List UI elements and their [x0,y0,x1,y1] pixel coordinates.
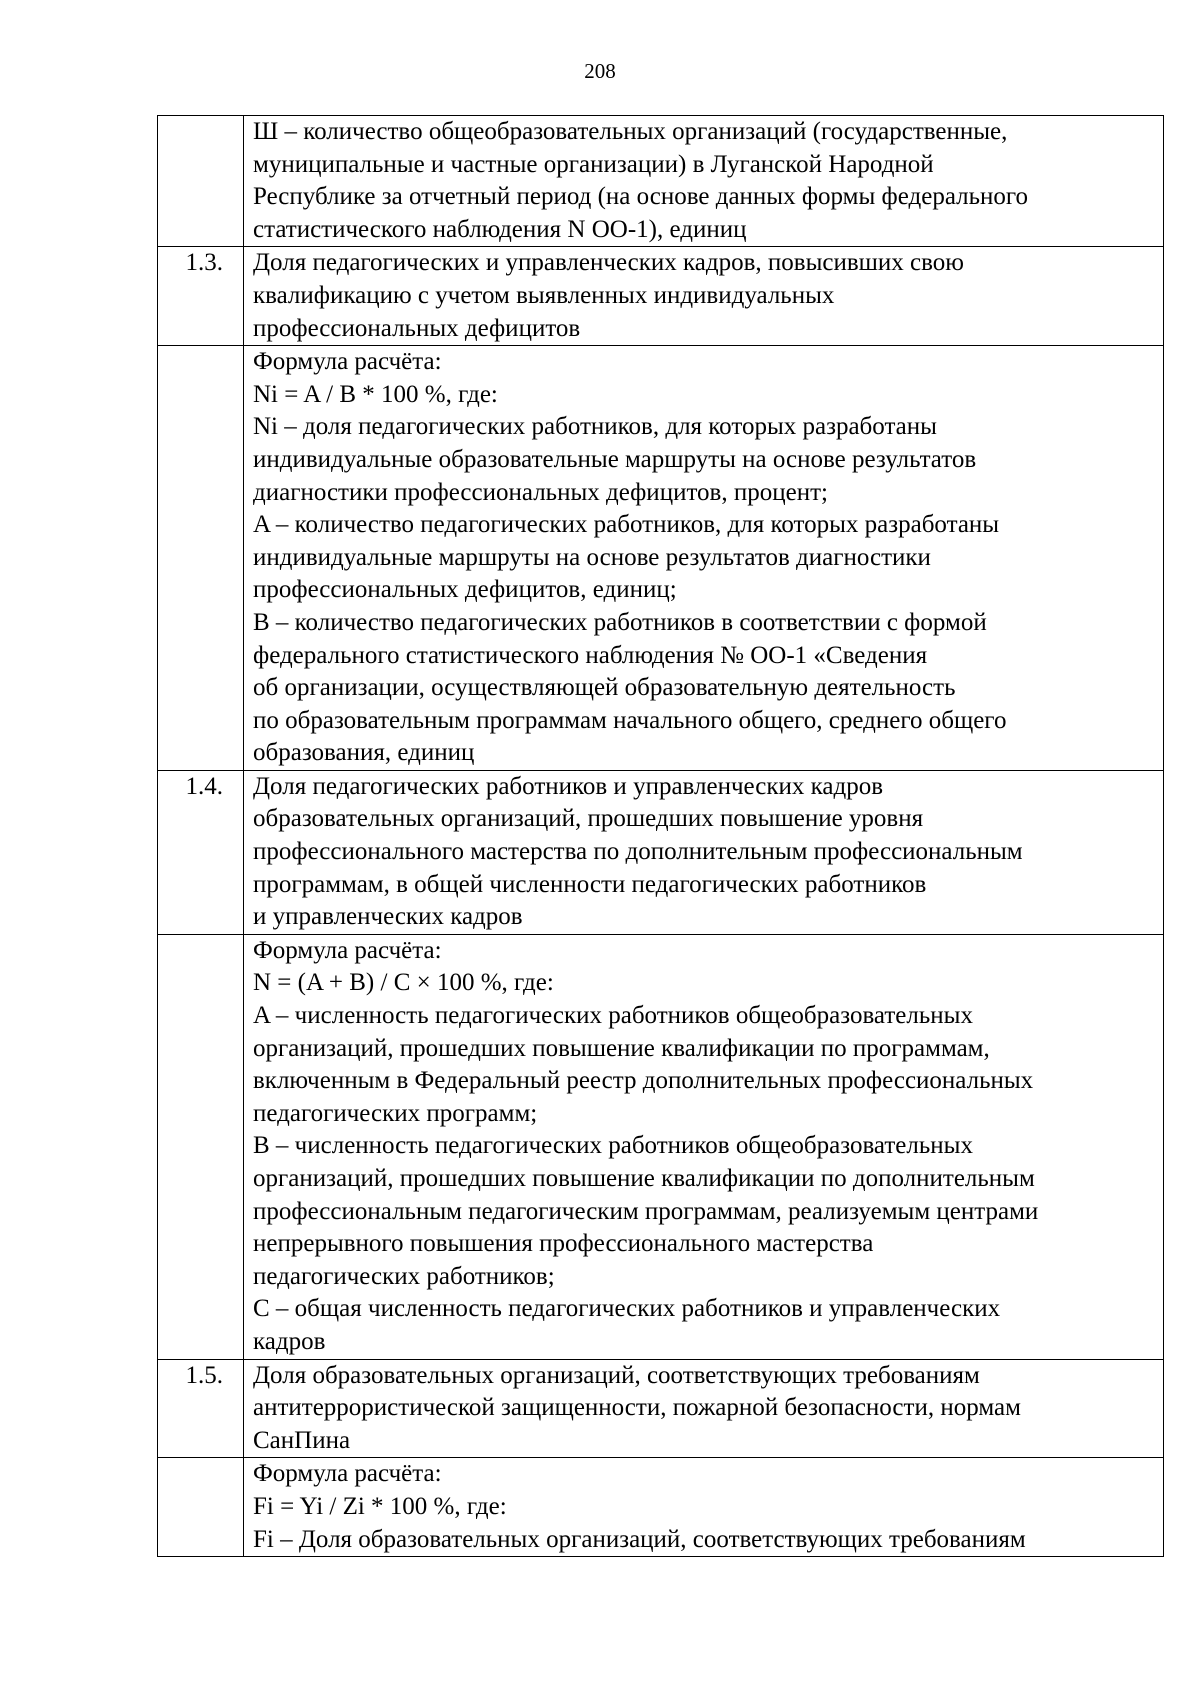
text-line: Fi = Yi / Zi * 100 %, где: [253,1492,507,1520]
row-text-cell [244,770,1164,934]
text-line: организаций, прошедших повышение квалификации по программам, [253,1034,990,1062]
table-row [158,934,1164,1359]
text-line: непрерывного повышения профессионального мастерства [253,1230,874,1258]
text-line: Доля педагогических и управленческих кадров, повысивших свою [253,249,964,277]
text-line: педагогических программ; [253,1099,538,1127]
text-line: СанПина [253,1426,351,1454]
text-line: индивидуальные маршруты на основе результатов диагностики [253,543,931,571]
row-number-cell [158,1458,244,1557]
text-line: Республике за отчетный период (на основе данных формы федерального [253,183,1029,211]
text-line: B – численность педагогических работников общеобразовательных [253,1132,973,1160]
text-line: по образовательным программам начального общего, среднего общего [253,706,1007,734]
text-line: организаций, прошедших повышение квалификации по дополнительным [253,1165,1035,1192]
table-row [158,116,1164,247]
table-row [158,247,1164,346]
text-line: педагогических работников; [253,1262,555,1290]
text-line: Ш – количество общеобразовательных организаций (государственные, [253,118,1008,145]
row-text-cell [244,116,1164,247]
row-text-cell [244,247,1164,346]
table-row [158,770,1164,934]
text-line: Fi – Доля образовательных организаций, соответствующих требованиям [253,1525,1026,1553]
row-number-cell [158,934,244,1359]
text-line: и управленческих кадров [253,903,523,931]
text-line: кадров [253,1327,326,1355]
row-text-cell [244,346,1164,771]
text-line: антитеррористической защищенности, пожарной безопасности, нормам [253,1394,1021,1422]
text-line: включенным в Федеральный реестр дополнительных профессиональных [253,1067,1034,1095]
text-line: Ni = A / B * 100 %, где: [253,380,498,408]
text-line: образовательных организаций, прошедших повышение уровня [253,805,924,833]
table-row [158,1359,1164,1458]
text-line: профессионального мастерства по дополнительным профессиональным [253,838,1023,866]
row-text-cell [244,1458,1164,1557]
text-line: N = (A + B) / C × 100 %, где: [253,969,554,997]
text-line: квалификацию с учетом выявленных индивидуальных [253,281,835,309]
row-text-cell [244,934,1164,1359]
text-line: об организации, осуществляющей образовательную деятельность [253,674,956,702]
row-number-cell [158,116,244,247]
text-line: индивидуальные образовательные маршруты на основе результатов [253,445,977,473]
text-line: статистического наблюдения N ОО-1), единиц [253,215,747,243]
table-row [158,346,1164,771]
row-number-cell: 1.4. [158,770,244,934]
text-line: C – общая численность педагогических работников и управленческих [253,1295,1001,1323]
text-line: муниципальные и частные организации) в Луганской Народной [253,150,934,178]
text-line: A – численность педагогических работников общеобразовательных [253,1002,973,1030]
text-line: программам, в общей численности педагогических работников [253,870,927,898]
text-line: Ni – доля педагогических работников, для которых разработаны [253,413,937,441]
text-line: образования, единиц [253,739,475,767]
text-line: A – количество педагогических работников, для которых разработаны [253,511,1000,539]
row-number-cell: 1.5. [158,1359,244,1458]
row-number-cell [158,346,244,771]
table-body [158,116,1164,1557]
row-number-cell: 1.3. [158,247,244,346]
text-line: Формула расчёта: [253,348,442,376]
text-line: диагностики профессиональных дефицитов, процент; [253,478,828,506]
text-line: профессиональных дефицитов, единиц; [253,576,677,604]
text-line: профессиональных дефицитов [253,314,581,342]
text-line: федерального статистического наблюдения № ОО-1 «Сведения [253,641,928,669]
text-line: Доля педагогических работников и управленческих кадров [253,772,884,800]
text-line: профессиональным педагогическим программам, реализуемым центрами [253,1197,1039,1225]
row-text-cell [244,1359,1164,1458]
page-number: 208 [584,59,616,83]
text-line: Формула расчёта: [253,1460,442,1488]
text-line: Доля образовательных организаций, соответствующих требованиям [253,1361,980,1389]
table-row [158,1458,1164,1557]
text-line: Формула расчёта: [253,936,442,964]
indicators-table [157,115,1164,1557]
text-line: B – количество педагогических работников в соответствии с формой [253,608,987,636]
